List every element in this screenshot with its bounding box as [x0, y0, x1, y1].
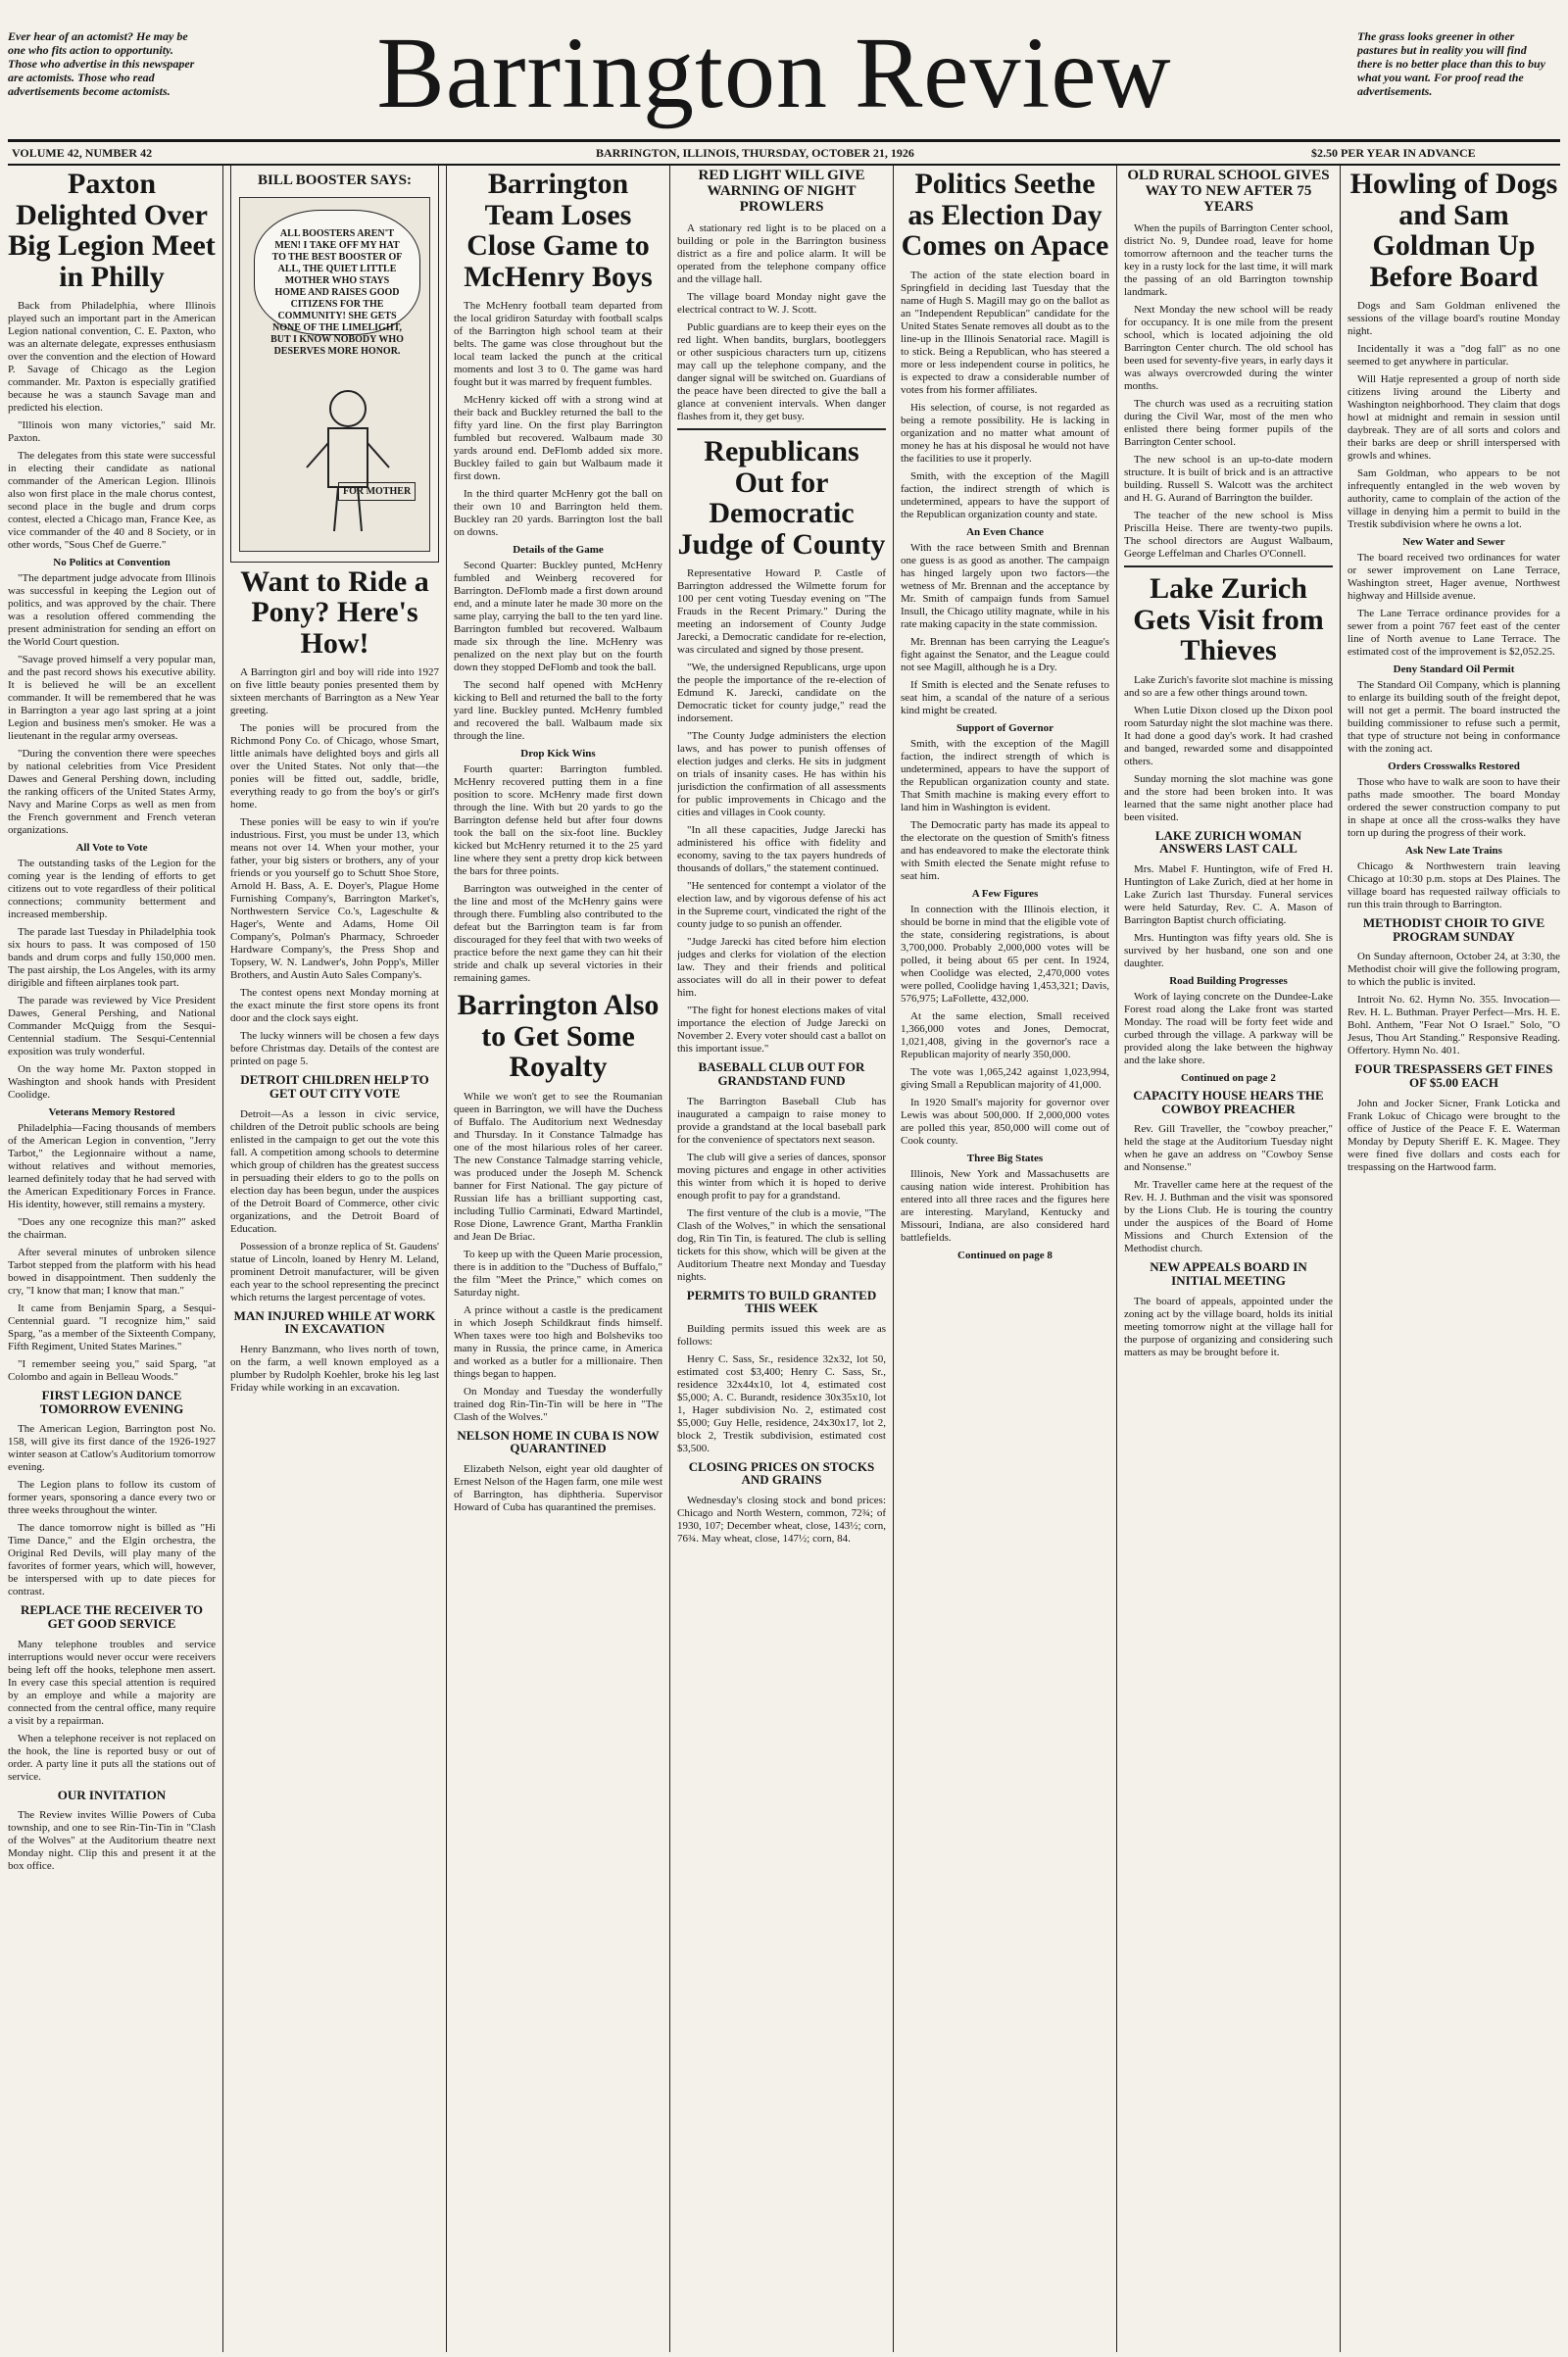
paragraph: The lucky winners will be chosen a few days before Christmas day. Details of the contest are printed on page 5.: [230, 1030, 439, 1068]
paragraph: The Barrington Baseball Club has inaugurated a campaign to raise money to provide a grandstand at the local baseball park for the convenience of spectators next season.: [677, 1095, 886, 1146]
paragraph: On Monday and Tuesday the wonderfully trained dog Rin-Tin-Tin will be here in "The Clash of the Wolves.": [454, 1385, 662, 1423]
subhead: All Vote to Vote: [75, 842, 148, 854]
subhead: Deny Standard Oil Permit: [1393, 663, 1515, 675]
paragraph: When a telephone receiver is not replaced on the hook, the line is reported busy or out of order. A party line it puts all the stations out of service.: [8, 1732, 216, 1783]
paragraph: A stationary red light is to be placed on a building or pole in the Barrington business district as a fire and police alarm. It will be operated from the telephone company office and the village hall.: [677, 222, 886, 286]
subhead: Support of Governor: [956, 721, 1054, 734]
subhead: An Even Chance: [966, 525, 1044, 538]
column-3: [454, 165, 662, 2352]
paragraph: Smith, with the exception of the Magill faction, the indirect strength of which is undetermined, appears to have the support of the Republican organization county and state.: [901, 469, 1109, 520]
subhead: Veterans Memory Restored: [48, 1106, 175, 1118]
bill-booster-box: [230, 165, 439, 563]
paragraph: The village board Monday night gave the electrical contract to W. J. Scott.: [677, 291, 886, 317]
continued-note: Continued on page 2: [1181, 1072, 1276, 1085]
subhead: Drop Kick Wins: [520, 748, 596, 760]
paragraph: "Does any one recognize this man?" asked the chairman.: [8, 1216, 216, 1241]
paragraph: Dogs and Sam Goldman enlivened the sessions of the village board's routine Monday night.: [1348, 300, 1560, 337]
paragraph: Henry C. Sass, Sr., residence 32x32, lot 50, estimated cost $3,400; Henry C. Sass, Sr., residence 32x44x10, lot 4, estimated cost $5,000; A. C. Burandt, residence 30x35x10, lot 1, Hager subdivision No. 2, estimated cost $5,000; Guy Helle, residence, 24x30x17, lot 2, block 2, Trestik subdivision, estimated cost $3,500.: [677, 1352, 886, 1454]
column-6: [1124, 165, 1333, 2352]
headline-red-light: RED LIGHT WILL GIVE WARNING OF NIGHT PROWLERS: [698, 168, 865, 215]
column-1: [8, 165, 216, 2352]
paragraph: The outstanding tasks of the Legion for the coming year is the lending of efforts to get citizens out to vote regardless of their political connections; community betterment and increased membership.: [8, 858, 216, 920]
paragraph: Possession of a bronze replica of St. Gaudens' statue of Lincoln, loaned by Henry M. Leland, prominent Detroit manufacturer, will be given each year to the school representing the precinct which returns the largest percentage of votes.: [230, 1240, 439, 1303]
paragraph: "The County Judge administers the election laws, and has power to punish offenses of election judges and clerks. He sits in judgment on trials of insanity cases. He has within his jurisdiction the confirmation of all assessments for public improvements in Chicago and the cities and villages in Cook county.: [677, 730, 886, 819]
headline-methodist-choir: METHODIST CHOIR TO GIVE PROGRAM SUNDAY: [1362, 915, 1545, 944]
paragraph: Introit No. 62. Hymn No. 355. Invocation—Rev. H. L. Buthman. Prayer Perfect—Mrs. H. E. Bohl. Anthem, "Fear Not O Israel." Solo, "O Jesus, Thou Art Standing." Responsive Reading. Offertory. Hymn No. 401.: [1348, 994, 1560, 1057]
headline-rural-school: OLD RURAL SCHOOL GIVES WAY TO NEW AFTER 75 YEARS: [1127, 168, 1330, 215]
paragraph: Philadelphia—Facing thousands of members of the American Legion in convention, "Jerry Tarbot," the Legionnaire without a name, without relatives and without memories, learned definitely today that he had served with the American Expeditionary Forces in France. His identity, however, still remains a mystery.: [8, 1122, 216, 1210]
paragraph: Chicago & Northwestern train leaving Chicago at 10:30 p.m. stops at Des Plaines. The village board has requested railway officials to run this train through to Barrington.: [1348, 860, 1560, 910]
column-rule: [669, 165, 670, 2352]
paragraph: If Smith is elected and the Senate refuses to seat him, a scandal of the nature of a serious kind might be created.: [901, 678, 1109, 716]
paragraph: On Sunday afternoon, October 24, at 3:30, the Methodist choir will give the following program, to which the public is invited.: [1348, 951, 1560, 989]
paragraph: Those who have to walk are soon to have their paths made smoother. The board Monday ordered the sewer construction company to put in shape at once all the cross-walks they have torn up during the progress of their work.: [1348, 776, 1560, 839]
paragraph: A Barrington girl and boy will ride into 1927 on five little beauty ponies presented them by sixteen merchants of Barrington as a New Year greeting.: [230, 666, 439, 717]
paragraph: The dance tomorrow night is billed as "Hi Time Dance," and the Elgin orchestra, the Original Red Devils, will play many of the favorites of former years, which will, however, be interspersed with up to date pieces for contrast.: [8, 1522, 216, 1598]
column-rule: [893, 165, 894, 2352]
paragraph: "We, the undersigned Republicans, urge upon the people the importance of the re-election of Edmund K. Jarecki, candidate on the Democratic ticket for county judge," read the indorsement.: [677, 662, 886, 725]
continued-note: Continued on page 8: [957, 1249, 1053, 1261]
headline-cowboy-preacher: CAPACITY HOUSE HEARS THE COWBOY PREACHER: [1133, 1088, 1324, 1116]
paragraph: After several minutes of unbroken silence Tarbot stepped from the platform with his head bowed in disappointment. Then suddenly the cry, "I know that man; I know that man.": [8, 1247, 216, 1297]
headline-royalty: Barrington Also to Get Some Royalty: [457, 989, 660, 1083]
paragraph: The board received two ordinances for water or sewer improvement on Lane Terrace, Washington street, Hager avenue, Northwest highway and Hillside avenue.: [1348, 552, 1560, 602]
paragraph: The parade last Tuesday in Philadelphia took six hours to pass. It was composed of 150 bands and drum corps and fully 150,000 men. The past airship, the Los Angeles, with its army dirigible and fifteen airplanes took part.: [8, 926, 216, 989]
paragraph: Mrs. Huntington was fifty years old. She is survived by her husband, one son and one daughter.: [1124, 932, 1333, 970]
paragraph: The board of appeals, appointed under the zoning act by the village board, holds its initial meeting tomorrow night at the village hall for the purpose of organizing and considering such matters as may be brought before it.: [1124, 1295, 1333, 1358]
subhead: Orders Crosswalks Restored: [1388, 761, 1520, 772]
paragraph: Henry Banzmann, who lives north of town, on the farm, a well known employed as a plumber by Rudolph Koehler, broke his leg last Friday while working in an excavation.: [230, 1343, 439, 1394]
paragraph: Illinois, New York and Massachusetts are causing nation wide interest. Prohibition has entered into all three races and the figures here are interesting. Maryland, Kentucky and Missouri, Indiana, are also considered hard battlefields.: [901, 1167, 1109, 1244]
headline-politics: Politics Seethe as Election Day Comes on Apace: [901, 168, 1109, 262]
paragraph: Many telephone troubles and service interruptions would never occur were receivers being left off the hooks, telephone men assert. In every case this special attention is required by an employe and while a majority are connected from the central office, many require a visit by a repairman.: [8, 1638, 216, 1727]
paragraph: Barrington was outweighed in the center of the line and most of the McHenry gains were through there. Fumbling also contributed to the defeat but the Barrington team is far from discouraged for they feel that with two weeks of practice before the next game they can hit their stride and chalk up several victories in their remaining games.: [454, 883, 662, 984]
paragraph: The delegates from this state were successful in electing their candidate as national commander of the American Legion. Illinois also won first place in the male chorus contest, second place in the bugle and drum corps contest, elected a Chicago man, France Kee, as vice commander of the 40 and 8 Society, or in other words, "Sous Chef de Guerre.": [8, 450, 216, 551]
paragraph: While we won't get to see the Roumanian queen in Barrington, we will have the Duchess of Buffalo. The Auditorium next Wednesday and Thursday. In it Constance Talmadge has one of the most hilarious roles of her career. The new Constance Talmadge starring vehicle, was produced under the Joseph M. Schenck banner for First National. The gay picture of Russian life has a brilliant supporting cast, including Tullio Carminati, Edward Martindel, Rose Dione, Lawrence Grant, Martha Franklin and Jean De Briac.: [454, 1090, 662, 1243]
headline-paxton: Paxton Delighted Over Big Legion Meet in Philly: [8, 168, 216, 293]
headline-man-injured: MAN INJURED WHILE AT WORK IN EXCAVATION: [233, 1307, 436, 1337]
headline-republicans: Republicans Out for Democratic Judge of County: [677, 428, 886, 560]
headline-receiver: REPLACE THE RECEIVER TO GET GOOD SERVICE: [20, 1602, 204, 1631]
paragraph: The teacher of the new school is Miss Priscilla Heise. There are twenty-two pupils. The school directors are August Walbaum, George Leffelman and Charles O'Connell.: [1124, 510, 1333, 561]
paragraph: The contest opens next Monday morning at the exact minute the first store opens its front door and the clock says eight.: [230, 987, 439, 1025]
paragraph: Sam Goldman, who appears to be not infrequently entangled in the web woven by authority, came to complain of the action of the village in denying him a permit to build in the Trestik subdivision where he owns a lot.: [1348, 467, 1560, 530]
headline-stocks: CLOSING PRICES ON STOCKS AND GRAINS: [688, 1458, 875, 1488]
bill-booster-cartoon: [239, 197, 430, 552]
paragraph: The parade was reviewed by Vice President Dawes, General Pershing, and National Commander McQuigg from the Sesqui-Centennial stadium. The Sesqui-Centennial exposition was truly wonderful.: [8, 995, 216, 1057]
subhead: Road Building Progresses: [1169, 975, 1288, 988]
paragraph: Next Monday the new school will be ready for occupancy. It is one mile from the present school, which is located adjoining the old Barrington Center church. The old school has been used for seventy-five years, in early days it was always overcrowded during the winter months.: [1124, 304, 1333, 393]
paragraph: "Savage proved himself a very popular man, and the past record shows his executive ability. It is believed he will be an excellent commander. It will be remembered that he was in Barrington a year ago last spring at a joint Legion and business men's smoker. He was a lieutenant in the regular army overseas.: [8, 654, 216, 742]
paragraph: "The fight for honest elections makes of vital importance the election of Judge Jarecki on November 2. Every voter should cast a ballot on this important issue.": [677, 1005, 886, 1056]
paragraph: The American Legion, Barrington post No. 158, will give its first dance of the 1926-1927 winter season at Catlow's Auditorium tomorrow evening.: [8, 1423, 216, 1474]
paragraph: John and Jocker Sicner, Frank Loticka and Frank Lokuc of Chicago were brought to the office of Justice of the Peace F. E. Waterman Monday by Deputy Sheriff E. K. Magee. They were fined five dollars and costs each for trespassing on the Hartwood farm.: [1348, 1097, 1560, 1173]
paragraph: The Legion plans to follow its custom of former years, sponsoring a dance every two or three weeks throughout the winter.: [8, 1479, 216, 1517]
headline-nelson-home: NELSON HOME IN CUBA IS NOW QUARANTINED: [457, 1427, 660, 1456]
paragraph: The Standard Oil Company, which is planning to enlarge its building south of the freight depot, will not get a permit. The board instructed the building commissioner to refuse such a permit, that type of structure not being in conformance with the zoning act.: [1348, 679, 1560, 755]
column-rule: [1116, 165, 1117, 2352]
paragraph: Fourth quarter: Barrington fumbled. McHenry recovered putting them in a fine position to score. McHenry made first down through the line. With but 20 yards to go the Barrington defense held but after four downs took the ball on the six-foot line. Buckley kicked but McHenry returned it to the 25 yard line where they sent a pretty drop kick between the bars for three points.: [454, 763, 662, 877]
paragraph: In the third quarter McHenry got the ball on their own 10 and Barrington held them. Buckley ran 20 yards. Barrington lost the ball on downs.: [454, 488, 662, 538]
paragraph: "In all these capacities, Judge Jarecki has administered his office with fidelity and economy, saving to the tax payers hundreds of thousands of dollars," the statement continued.: [677, 824, 886, 875]
headline-lake-zurich: Lake Zurich Gets Visit from Thieves: [1124, 565, 1333, 666]
subhead: Details of the Game: [513, 544, 604, 556]
right-ear-ad: The grass looks greener in other pastures but in reality you will find there is no better place than this to buy what you want. For proof read the advertisements.: [1357, 29, 1546, 98]
nameplate: Barrington Review: [376, 17, 1172, 129]
paragraph: The ponies will be procured from the Richmond Pony Co. of Chicago, whose Smart, little animals have delighted boys and girls all over the United States. Not only that—the ponies will be fitted out, saddle, bridle, everything ready to go from the boy's or girl's home.: [230, 722, 439, 811]
cartoon-figure-icon: [299, 384, 397, 541]
paragraph: "During the convention there were speeches by national celebrities from Vice President Dawes and General Pershing down, including the ranking officers of the United States Army, Navy and Marine Corps as well as men from the French government and French veteran organizations.: [8, 748, 216, 836]
paragraph: The Lane Terrace ordinance provides for a sewer from a point 767 feet east of the center line of North avenue to Lane Terrace. The estimated cost of the improvement is $2,052.25.: [1348, 608, 1560, 658]
paragraph: At the same election, Small received 1,366,000 votes and Jones, Democrat, 1,021,408, giving in the governor's race a Republican majority of nearly 350,000.: [901, 1009, 1109, 1060]
paragraph: The new school is an up-to-date modern structure. It is built of brick and is an attractive building. Russell S. Walcott was the architect and H. G. Aurand of Barrington the builder.: [1124, 454, 1333, 505]
paragraph: Lake Zurich's favorite slot machine is missing and so are a few other things around town.: [1124, 673, 1333, 699]
paragraph: Second Quarter: Buckley punted, McHenry fumbled and Weinberg recovered for Barrington. DeFlomb made a first down around end, and a minute later he made 30 more on the same play, carrying the ball to the ten yard line. Barrington fumbled but recovered. Walbaum made six through the line. McHenry was penalized on the next play but on the fourth down they stopped DeFlomb and took the ball.: [454, 560, 662, 673]
paragraph: On the way home Mr. Paxton stopped in Washington and shook hands with President Coolidge.: [8, 1063, 216, 1101]
headline-appeals-board: NEW APPEALS BOARD IN INITIAL MEETING: [1150, 1259, 1307, 1288]
dateline-bar: [8, 139, 1560, 166]
headline-lake-zurich-woman: LAKE ZURICH WOMAN ANSWERS LAST CALL: [1154, 827, 1302, 857]
subscription-price: $2.50 PER YEAR IN ADVANCE: [1311, 146, 1476, 160]
paragraph: The first venture of the club is a movie, "The Clash of the Wolves," in which the sensational dog, Rin Tin Tin, is featured. The club is selling tickets for this show, which will be given at the Auditorium Theatre next Monday and Tuesday nights.: [677, 1206, 886, 1283]
subhead: No Politics at Convention: [53, 557, 171, 568]
paragraph: Mr. Brennan has been carrying the League's fight against the Senator, and the League could not see Magill, although he is a Dry.: [901, 635, 1109, 673]
paragraph: The vote was 1,065,242 against 1,023,994, giving Small a Republican majority of 41,000.: [901, 1065, 1109, 1091]
paragraph: The Democratic party has made its appeal to the electorate on the question of Smith's fitness and has endeavored to make the electorate think with Smith elected the Senate might refuse to seat him.: [901, 818, 1109, 882]
paragraph: Elizabeth Nelson, eight year old daughter of Ernest Nelson of the Hagen farm, one mile west of Barrington, has diphtheria. Supervisor Howard of Cuba has quarantined the premises.: [454, 1462, 662, 1513]
paragraph: "Illinois won many victories," said Mr. Paxton.: [8, 419, 216, 444]
column-2: [230, 165, 439, 2352]
paragraph: Representative Howard P. Castle of Barrington addressed the Wilmette forum for 100 per cent voting Tuesday evening on "The Frauds in the Recent Primary." During the meeting an indorsement of County Judge Jarecki, a Democratic candidate for re-election, was circulated and signed by those present.: [677, 567, 886, 657]
paragraph: Back from Philadelphia, where Illinois played such an important part in the American Legion national convention, C. E. Paxton, who was an alternate delegate, expresses enthusiasm over the convention and the election of Howard P. Savage of Chicago as the Legion commander. Mr. Paxton is especially gratified because he was a staunch Savage man and predicted his election.: [8, 300, 216, 414]
paragraph: It came from Benjamin Sparg, a Sesqui-Centennial guard. "I recognize him," said Sparg, "as a member of the Sixteenth Company, Fifth Regiment, United States Marines.": [8, 1302, 216, 1352]
paragraph: The action of the state election board in Springfield in deciding last Tuesday that the name of Hugh S. Magill may go on the ballot as an "Independent Republican" candidate for the United States Senate removes all doubt as to the line-up in the Illinois Senatorial race. Magill is to stick. Being a Republican, who has steered a more or less independent course in politics, he is expected to draw a considerable number of votes from his former affiliates.: [901, 269, 1109, 396]
paragraph: Incidentally it was a "dog fall" as no one seemed to get anywhere in particular.: [1348, 343, 1560, 368]
subhead: Ask New Late Trains: [1405, 845, 1502, 857]
headline-football: Barrington Team Loses Close Game to McHenry Boys: [464, 168, 653, 293]
paragraph: Building permits issued this week are as follows:: [677, 1322, 886, 1348]
paragraph: "Judge Jarecki has cited before him election judges and clerks for violation of the election law. They and their friends and political associates will do all in their power to defeat him.: [677, 936, 886, 1000]
cartoon-label: FOR MOTHER: [338, 482, 416, 501]
headline-pony: Want to Ride a Pony? Here's How!: [240, 565, 429, 660]
subhead: New Water and Sewer: [1402, 536, 1505, 548]
paragraph: The Review invites Willie Powers of Cuba township, and one to see Rin-Tin-Tin in "Clash of the Wolves" at the Auditorium theatre next Monday night. Clip this and present it at the box office.: [8, 1809, 216, 1873]
paragraph: Public guardians are to keep their eyes on the red light. When bandits, burglars, bootleggers or other suspicious characters turn up, citizens may call up the telephone company, and the danger signal will be switched on. Guardians of the peace have been directed to give the ball a glance at convenient intervals. When danger flashes from it, they get busy.: [677, 321, 886, 423]
column-rule: [1340, 165, 1341, 2352]
column-rule: [446, 165, 447, 2352]
paragraph: To keep up with the Queen Marie procession, there is in addition to the "Duchess of Buffalo," the film "Meet the Prince," which comes on Saturday night.: [454, 1248, 662, 1299]
paragraph: Rev. Gill Traveller, the "cowboy preacher," held the stage at the Auditorium Tuesday night when he gave an address on "Cowboy Sense and Nonsense.": [1124, 1123, 1333, 1174]
subhead: A Few Figures: [971, 887, 1039, 900]
bill-booster-title: BILL BOOSTER SAYS:: [257, 172, 413, 188]
cartoon-speech-bubble: ALL BOOSTERS AREN'T MEN! I TAKE OFF MY HAT TO THE BEST BOOSTER OF ALL, THE QUIET LITTLE MOTHER WHO STAYS HOME AND RAISES GOOD CITIZENS FOR THE COMMUNITY! SHE GETS NONE OF THE LIMELIGHT, BUT I KNOW NOBODY WHO DESERVES MORE HONOR.: [254, 210, 420, 335]
paragraph: The second half opened with McHenry kicking to Bell and returned the ball to the forty yard line. Buckley punted. McHenry fumbled and recovered the ball. Walbaum made six through the line.: [454, 679, 662, 742]
paragraph: Mrs. Mabel F. Huntington, wife of Fred H. Huntington of Lake Zurich, died at her home in Lake Zurich last Thursday. Funeral services were held Saturday, Rev. C. A. Mason of Barrington Baptist church officiating.: [1124, 863, 1333, 927]
paragraph: Detroit—As a lesson in civic service, children of the Detroit public schools are being enlisted in the campaign to get out the vote this fall. A competition among schools to determine which group of children has the greatest success in persuading their elders to go to the polls on election day has been begun, under the auspices of the Detroit Board of Commerce, other civic organizations, and the Detroit Board of Education.: [230, 1107, 439, 1235]
paragraph: The McHenry football team departed from the local gridiron Saturday with football scalps of the Barrington high school team at their belts. The game was close throughout but the local team lacked the punch at the critical moments and lost 3 to 0. The game was hard fought but it was marred by frequent fumbles.: [454, 300, 662, 388]
subhead: Three Big States: [966, 1152, 1044, 1164]
volume-number: VOLUME 42, NUMBER 42: [12, 146, 153, 160]
column-4: [677, 165, 886, 2352]
paragraph: "I remember seeing you," said Sparg, "at Colombo and again in Belleau Woods.": [8, 1358, 216, 1383]
paragraph: Will Hatje represented a group of north side citizens living around the Liberty and Washington neighborhood. They claim that dogs howl at midnight and remain in session until daybreak. They are of all sorts and colors and their barks are deep or shrill interspersed with growls and whines.: [1348, 373, 1560, 462]
paragraph: Work of laying concrete on the Dundee-Lake Forest road along the Lake front was started Monday. The road will be forty feet wide and curbed through the village. A parkway will be provided along the lake between the highway and the lake shore.: [1124, 991, 1333, 1067]
left-ear-ad: Ever hear of an actomist? He may be one who fits action to opportunity. Those who advertise in this newspaper are actomists. Those who read advertisements become actomists.: [8, 29, 195, 98]
paragraph: McHenry kicked off with a strong wind at their back and Buckley returned the ball to the fifty yard line. On the first play Barrington fumbled but recovered. Walbaum made 30 yards around end. DeFlomb added six more. Buckley failed to gain but Walbaum made it first down.: [454, 394, 662, 482]
headline-detroit: DETROIT CHILDREN HELP TO GET OUT CITY VOTE: [240, 1072, 429, 1101]
paragraph: In 1920 Small's majority for governor over Lewis was about 500,000. If 2,000,000 votes are polled this year, 850,000 will come out of Cook county.: [901, 1096, 1109, 1147]
paragraph: With the race between Smith and Brennan one guess is as good as another. The campaign has hinged largely upon two factors—the wetness of Mr. Brennan and the acceptance by Mr. Smith of campaign funds from Samuel Insull, the Chicago utility magnate, while in his rate making capacity in the state commission.: [901, 541, 1109, 630]
dateline: BARRINGTON, ILLINOIS, THURSDAY, OCTOBER 21, 1926: [596, 146, 914, 160]
paragraph: Smith, with the exception of the Magill faction, the indirect strength of which is undetermined, appears to have the support of the Republican organization county and state. That Smith machine is making every effort to land him in Washington is evident.: [901, 737, 1109, 813]
paragraph: Wednesday's closing stock and bond prices: Chicago and North Western, common, 72¾; of 1930, 107; December wheat, close, 143½; corn, 76¾. May wheat, close, 147½; corn, 84.: [677, 1495, 886, 1546]
headline-permits: PERMITS TO BUILD GRANTED THIS WEEK: [686, 1287, 877, 1316]
paragraph: In connection with the Illinois election, it should be borne in mind that the eligible vote of the state, considering registrations, is about 3,700,000. Probably 2,000,000 votes will be polled, it being about 65 per cent. In 1924, when Coolidge was elected, 2,470,000 votes were polled, Coolidge having 1,453,321; Davis, 576,975; LaFollette, 432,000.: [901, 903, 1109, 1005]
paragraph: These ponies will be easy to win if you're industrious. First, you must be under 13, which means not over 14. When your mother, your father, your big sisters or brothers, any of your friends or you yourself go to Schutt Shoe Store, Arnold H. Bass, A. E. Doyer's, Plague Home Furnishing Company's, Barrington Market's, Northwestern Service Co.'s, Lageschulte & Hager's, Wente and Adams, Home Oil Company's, Polman's Pharmacy, Schroeder Hardware Company's, the Press Shop and Topsery, W. N. Landwer's, John Popp's, Miller Brothers, and Austin Auto Sales Company's.: [230, 816, 439, 982]
paragraph: The club will give a series of dances, sponsor moving pictures and engage in other activities this winter from which it is hoped to derive enough profit to pay for a grandstand.: [677, 1151, 886, 1202]
paragraph: When the pupils of Barrington Center school, district No. 9, Dundee road, leave for home tomorrow afternoon and the teacher turns the key in a rusty lock for the last time, it will mark the passing of an old Barrington township landmark.: [1124, 222, 1333, 299]
column-rule: [222, 165, 223, 2352]
column-5: [901, 165, 1109, 2352]
paragraph: A prince without a castle is the predicament in which Joseph Schildkraut finds himself. When taxes were too high and Bolsheviks too many in Russia, the prince came, in America and worked as a butler for a millionaire. Then things began to happen.: [454, 1303, 662, 1380]
headline-legion-dance: FIRST LEGION DANCE TOMORROW EVENING: [39, 1388, 184, 1416]
paragraph: The church was used as a recruiting station during the Civil War, most of the men who enlisted there being former pupils of the Barrington Center school.: [1124, 398, 1333, 449]
paragraph: Mr. Traveller came here at the request of the Rev. H. J. Buthman and the visit was sponsored by the Lions Club. He is touring the country under the auspices of the Board of Home Missions and Church Extension of the Methodist church.: [1124, 1179, 1333, 1255]
paragraph: When Lutie Dixon closed up the Dixon pool room Saturday night the slot machine was there. It had done a good day's work. It had crashed and banged, rewarded some and disappointed others.: [1124, 704, 1333, 767]
paragraph: Sunday morning the slot machine was gone and the store had been broken into. It was learned that the same night another place had been visited.: [1124, 772, 1333, 823]
paragraph: "The department judge advocate from Illinois was successful in keeping the Legion out of politics, and was approved by the chair. There was a resolution offered commending the present administration for sending an effort on the World Court question.: [8, 572, 216, 648]
column-7: [1348, 165, 1560, 2352]
headline-howling-dogs: Howling of Dogs and Sam Goldman Up Before Board: [1349, 168, 1558, 293]
headline-trespassers: FOUR TRESPASSERS GET FINES OF $5.00 EACH: [1354, 1061, 1553, 1090]
headline-invitation: OUR INVITATION: [57, 1787, 167, 1802]
paragraph: His selection, of course, is not regarded as being a remote possibility. He is lacking in organization and no matter what amount of money he has at his disposal he would not have the facilities to use it properly.: [901, 401, 1109, 465]
headline-baseball: BASEBALL CLUB OUT FOR GRANDSTAND FUND: [698, 1059, 865, 1088]
paragraph: "He sentenced for contempt a violator of the election law, and by vigorous defense of his act in the Supreme court, vindicated the right of the county judge to so punish an offender.: [677, 880, 886, 931]
